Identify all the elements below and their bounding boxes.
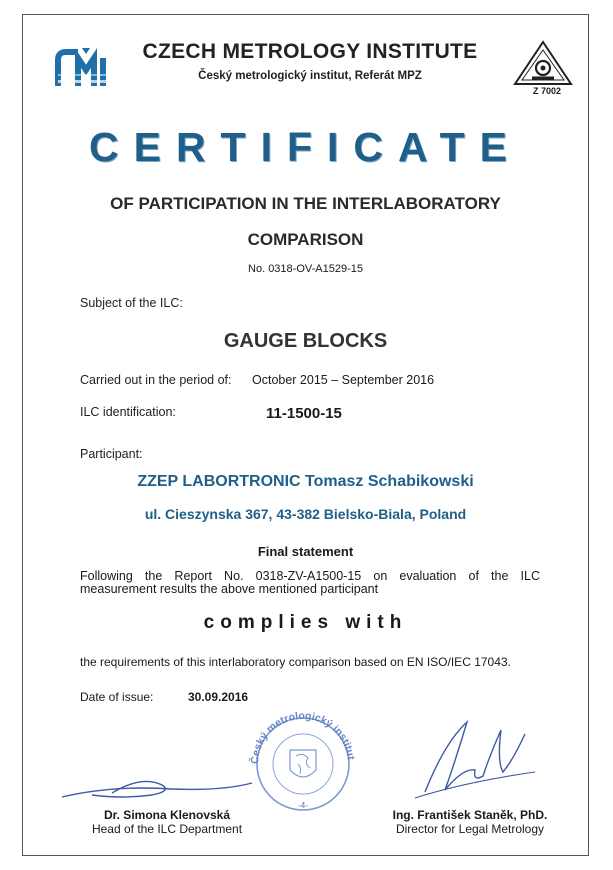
left-signatory-title: Head of the ILC Department xyxy=(91,822,243,836)
signature-right xyxy=(405,712,545,804)
final-statement-heading: Final statement xyxy=(257,544,354,559)
ilc-id-value: 11-1500-15 xyxy=(266,405,342,422)
verdict: complies with xyxy=(203,612,408,633)
period-value: October 2015 – September 2016 xyxy=(252,373,435,387)
subject-value: GAUGE BLOCKS xyxy=(223,330,388,352)
participant-label: Participant: xyxy=(80,447,143,461)
left-signatory-name: Dr. Simona Klenovská xyxy=(103,808,231,822)
right-signatory-name: Ing. František Staněk, PhD. xyxy=(392,808,548,822)
certificate-subtitle-line2: COMPARISON xyxy=(247,230,364,249)
signature-left xyxy=(52,755,262,805)
institute-name: CZECH METROLOGY INSTITUTE xyxy=(142,40,478,63)
subject-label: Subject of the ILC: xyxy=(80,296,183,310)
ilc-id-label: ILC identification: xyxy=(80,405,176,419)
date-of-issue-value: 30.09.2016 xyxy=(188,690,249,704)
certificate-number: No. 0318-OV-A1529-15 xyxy=(248,263,363,275)
right-signatory-title: Director for Legal Metrology xyxy=(395,822,545,836)
stamp-number: -4- xyxy=(298,801,308,810)
certificate-title: CERTIFICATE xyxy=(88,124,522,170)
date-of-issue-label: Date of issue: xyxy=(80,690,154,704)
period-label: Carried out in the period of: xyxy=(80,373,232,387)
institute-subtitle: Český metrologický institut, Referát MPZ xyxy=(198,70,422,82)
accreditation-number: Z 7002 xyxy=(532,86,562,96)
participant-name: ZZEP LABORTRONIC Tomasz Schabikowski xyxy=(137,473,474,490)
svg-text:Český metrologický institut xyxy=(248,710,357,764)
cmi-logo xyxy=(52,46,112,92)
participant-address: ul. Cieszynska 367, 43-382 Bielsko-Biala, Poland xyxy=(144,506,467,522)
certificate-subtitle-line1: OF PARTICIPATION IN THE INTERLABORATORY xyxy=(110,194,501,213)
requirements-text: the requirements of this interlaboratory comparison based on EN ISO/IEC 17043. xyxy=(80,655,511,669)
final-statement-text: Following the Report No. 0318-ZV-A1500-15 on evaluation of the ILC measurement results the above mentioned participant xyxy=(80,569,540,596)
stamp-text: Český metrologický institut xyxy=(248,709,357,765)
